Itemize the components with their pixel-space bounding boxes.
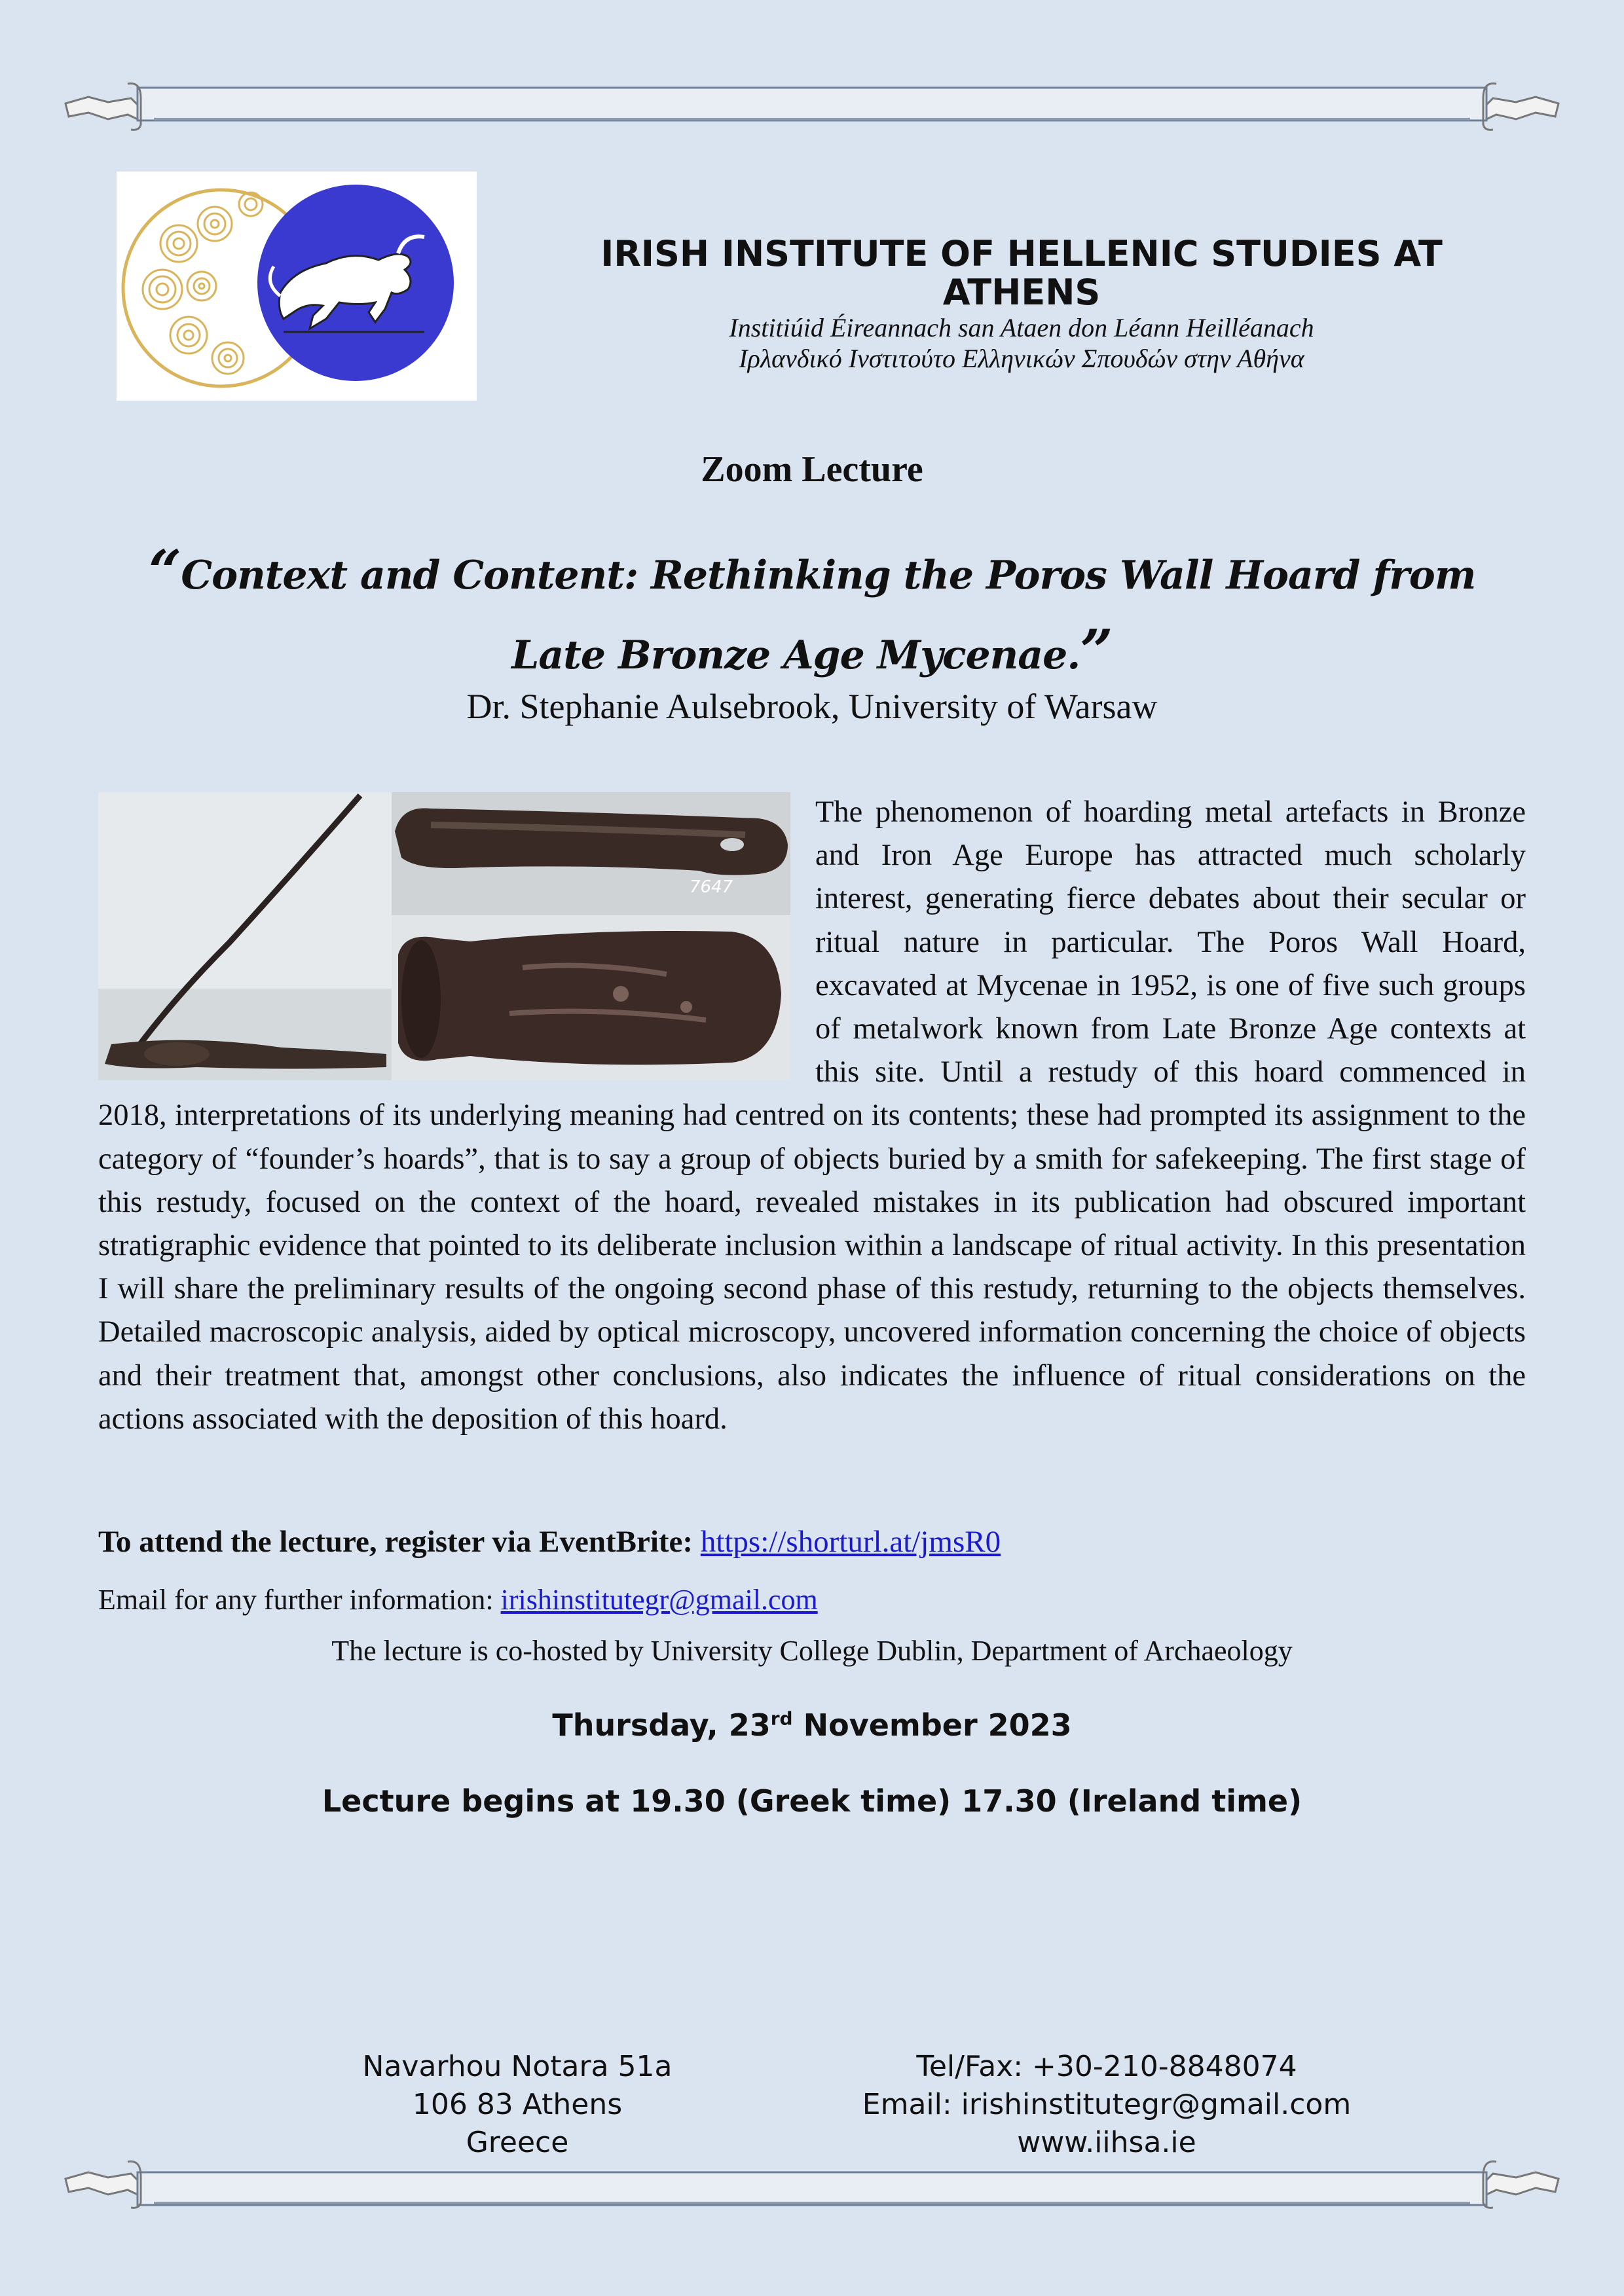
- date-prefix: Thursday, 23: [552, 1707, 771, 1743]
- top-scroll-banner: [62, 79, 1562, 137]
- contact-web: www.iihsa.ie: [1017, 2126, 1196, 2159]
- lecture-date: [0, 1707, 1624, 1743]
- artifact-number-label: 7647: [690, 877, 733, 897]
- address-line-2: 106 83 Athens: [412, 2088, 623, 2121]
- date-rest: November 2023: [792, 1707, 1072, 1743]
- contact-tel: Tel/Fax: +30-210-8848074: [916, 2050, 1297, 2083]
- institute-name-greek: Ιρλανδικό Ινστιτούτο Ελληνικών Σπουδών στην Αθήνα: [739, 343, 1304, 373]
- lecture-time: Lecture begins at 19.30 (Greek time) 17.30 (Ireland time): [322, 1783, 1302, 1819]
- registration-label: To attend the lecture, register via EventBrite:: [98, 1525, 693, 1559]
- registration-link[interactable]: https://shorturl.at/jmsR0: [700, 1525, 1001, 1559]
- abstract-text: The phenomenon of hoarding metal artefacts in Bronze and Iron Age Europe has attracted much scholarly interest, generating fierce debates about their secular or ritual nature in particular. The Poros Wall Hoard, excavated at Mycenae in 1952, is one of five such groups of metalwork known from Late Bronze Age contexts at this site. Until a restudy of this hoard commenced in 2018, interpretations of its underlying meaning had centred on its contents; these had prompted its assignment to the category of “founder’s hoards”, that is to say a group of objects buried by a smith for safekeeping. The first stage of this restudy, focused on the context of the hoard, revealed mistakes in its publication had obscured important stratigraphic evidence that pointed to its deliberate inclusion within a landscape of ritual activity. In this presentation I will share the preliminary results of the ongoing second phase of this restudy, returning to the objects themselves. Detailed macroscopic analysis, aided by optical microscopy, uncovered information concerning the choice of objects and their treatment that, amongst other conclusions, also indicates the influence of ritual considerations on the actions associated with the deposition of this hoard.: [98, 795, 1526, 1436]
- event-type: Zoom Lecture: [701, 449, 923, 490]
- open-quote: “: [148, 537, 181, 605]
- registration-line: [98, 1524, 1526, 1559]
- institute-logo: [117, 172, 477, 401]
- address-line-3: Greece: [466, 2126, 569, 2159]
- cohost-note: The lecture is co-hosted by University College Dublin, Department of Archaeology: [331, 1635, 1293, 1667]
- email-link[interactable]: irishinstitutegr@gmail.com: [500, 1584, 818, 1616]
- contact-details: [812, 2048, 1401, 2162]
- postal-address: [334, 2048, 701, 2162]
- date-ordinal-suffix: rd: [770, 1707, 793, 1730]
- email-info-label: Email for any further information:: [98, 1584, 494, 1616]
- contact-email: Email: irishinstitutegr@gmail.com: [862, 2088, 1352, 2121]
- abstract: [98, 791, 1526, 1441]
- bottom-scroll-banner: [62, 2154, 1562, 2213]
- address-line-1: Navarhou Notara 51a: [362, 2050, 673, 2083]
- institute-header: [524, 234, 1519, 374]
- lecture-title: [98, 534, 1526, 693]
- institute-name: IRISH INSTITUTE OF HELLENIC STUDIES AT ATHENS: [600, 233, 1443, 314]
- email-info-line: [98, 1583, 1526, 1616]
- close-quote: ”: [1080, 617, 1113, 685]
- photo-spacer: [98, 791, 815, 1082]
- lecture-title-text: Context and Content: Rethinking the Poros Wall Hoard from Late Bronze Age Mycenae.: [181, 553, 1476, 678]
- institute-name-irish: Institiúid Éireannach san Ataen don Léann Heilléanach: [729, 312, 1314, 342]
- speaker: Dr. Stephanie Aulsebrook, University of Warsaw: [466, 687, 1158, 726]
